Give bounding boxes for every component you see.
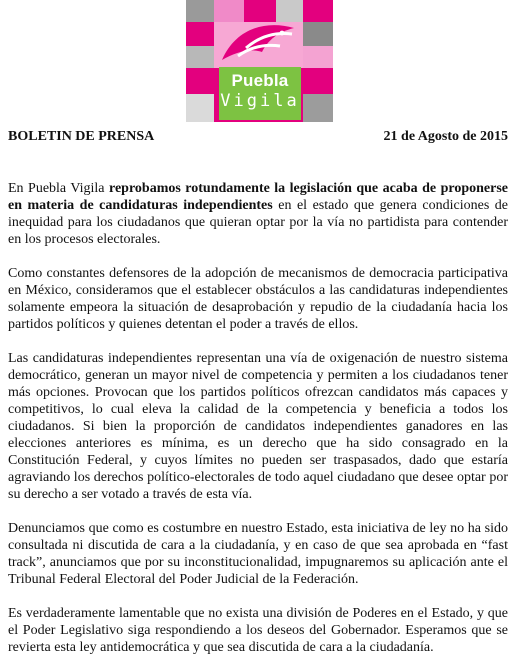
puebla-vigila-logo [186,0,333,122]
press-body [8,180,508,656]
paragraph-3: Las candidaturas independientes representan una vía de oxigenación de nuestro sistema democrático, generan un mayor nivel de competencia y permiten a los ciudadanos tener más opciones. Provocan que los partidos políticos ofrezcan candidatos más capaces y competitivos, lo cual eleva la calidad de la competencia y beneficia a todos los ciudadanos. Si bien la proporción de candidatos independientes ganadores en las elecciones anteriores es mínima, es un derecho que ha sido consagrado en la Constitución Federal, y cuyos límites no pueden ser traspasados, dado que estaría agraviando los derechos político-electorales de todo aquel ciudadano que desee optar por su derecho a ser votado a través de esta vía. [8,351,508,502]
emphasis-text: reprobamos rotundamente la legislación que acaba de proponerse en materia de candidaturas independientes [8,181,508,213]
paragraph-4: Denunciamos que como es costumbre en nuestro Estado, esta iniciativa de ley no ha sido consultada ni discutida de cara a la ciudadanía, y en caso de que sea aprobada en “fast track”, anunciamos que por su inconstitucionalidad, impugnaremos su aplicación ante el Tribunal Federal Electoral del Poder Judicial de la Federación. [8,521,508,587]
press-title: BOLETIN DE PRENSA [8,129,155,144]
logo-line-1: Puebla [231,71,289,90]
paragraph-1: En Puebla Vigila reprobamos rotundamente la legislación que acaba de proponerse en materia de candidaturas independientes en el estado que genera condiciones de inequidad para los ciudadanos que quieran optar por la vía no partidista para contender en los procesos electorales. [8,181,508,247]
logo-line-2: Vigila [220,91,300,111]
press-date: 21 de Agosto de 2015 [383,129,508,144]
press-header [8,129,508,145]
bird-icon [216,18,302,68]
logo-wordmark [219,67,301,120]
paragraph-5: Es verdaderamente lamentable que no exista una división de Poderes en el Estado, y que el Poder Legislativo siga respondiendo a los deseos del Gobernador. Esperamos que se revierta esta ley antidemocrática y que sea discutida de cara a la ciudadanía. [8,606,508,655]
paragraph-2: Como constantes defensores de la adopción de mecanismos de democracia participativa en México, consideramos que el establecer obstáculos a las candidaturas independientes solamente empeora la situación de desaprobación y repudio de la ciudadanía hacia los partidos políticos y quienes detentan el poder a través de ellos. [8,266,508,332]
